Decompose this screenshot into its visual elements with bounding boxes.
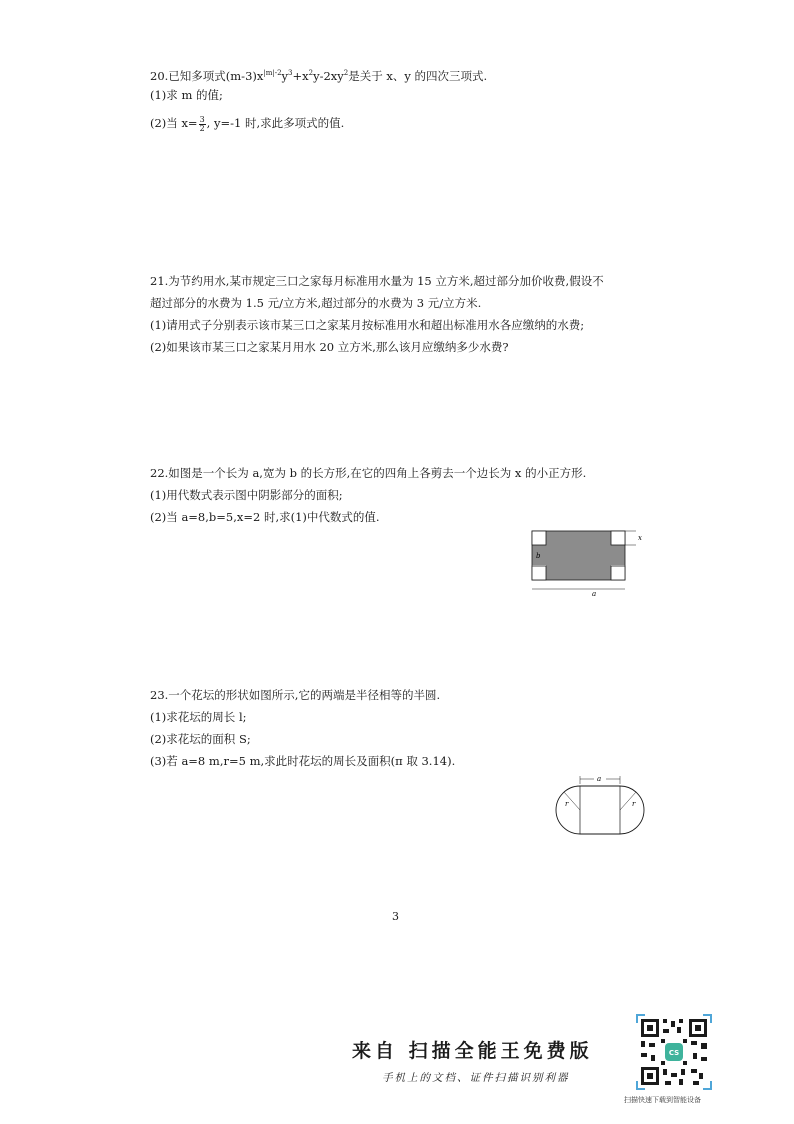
page-number: 3 xyxy=(392,910,399,923)
question-20 xyxy=(150,62,650,134)
svg-text:CS: CS xyxy=(668,1049,680,1057)
qr-caption: 扫描快速下载到智能设备 xyxy=(624,1096,701,1104)
q22-part2: (2)当 a=8,b=5,x=2 时,求(1)中代数式的值. xyxy=(150,510,380,524)
label-r-right: r xyxy=(632,800,636,808)
q21-line1: 21.为节约用水,某市规定三口之家每月标准用水量为 15 立方米,超过部分加价收费,假设不 xyxy=(150,274,604,288)
q23-title: 23.一个花坛的形状如图所示,它的两端是半径相等的半圆. xyxy=(150,688,441,702)
q23-part3: (3)若 a=8 m,r=5 m,求此时花坛的周长及面积(π 取 3.14). xyxy=(150,754,456,768)
q20-part2: (2)当 x= $\frac{3}{2}$ , y=-1 时,求此多项式的值. xyxy=(150,114,345,133)
corner-square-bottom-right xyxy=(611,566,625,580)
q20-part1: (1)求 m 的值; xyxy=(150,88,223,102)
q22-part1: (1)用代数式表示图中阴影部分的面积; xyxy=(150,488,343,502)
flowerbed-outline xyxy=(556,786,644,834)
question-22 xyxy=(150,462,650,528)
label-b: b xyxy=(536,552,541,560)
qr-code-icon xyxy=(636,1014,712,1090)
q22-title: 22.如图是一个长为 a,宽为 b 的长方形,在它的四角上各剪去一个边长为 x 的小正方形. xyxy=(150,466,587,480)
q20-title: 20.已知多项式$(m-3)x^{|m|-2}y^3+x^2y-2xy^2$是关于 x、y 的四次三项式. xyxy=(150,68,488,83)
rectangle-corners-cut-figure xyxy=(530,524,650,598)
label-a: a xyxy=(592,590,597,598)
question-23 xyxy=(150,684,650,772)
footer-watermark-title: 来自 扫描全能王免费版 xyxy=(352,1040,593,1062)
flowerbed-figure xyxy=(546,774,656,838)
label-a: a xyxy=(597,775,602,783)
q23-part1: (1)求花坛的周长 l; xyxy=(150,710,247,724)
q21-part2: (2)如果该市某三口之家某月用水 20 立方米,那么该月应缴纳多少水费? xyxy=(150,340,509,354)
label-x: x xyxy=(638,534,642,542)
corner-square-bottom-left xyxy=(532,566,546,580)
q23-part2: (2)求花坛的面积 S; xyxy=(150,732,251,746)
q21-line2: 超过部分的水费为 1.5 元/立方米,超过部分的水费为 3 元/立方米. xyxy=(150,296,482,310)
footer-watermark-subtitle: 手机上的文档、证件扫描识别利器 xyxy=(382,1072,570,1084)
corner-square-top-left xyxy=(532,531,546,545)
fraction-three-halves: $\frac{3}{2}$ xyxy=(199,114,205,133)
q21-part1: (1)请用式子分别表示该市某三口之家某月按标准用水和超出标准用水各应缴纳的水费; xyxy=(150,318,585,332)
corner-square-top-right xyxy=(611,531,625,545)
question-21 xyxy=(150,270,650,358)
label-r-left: r xyxy=(565,800,569,808)
